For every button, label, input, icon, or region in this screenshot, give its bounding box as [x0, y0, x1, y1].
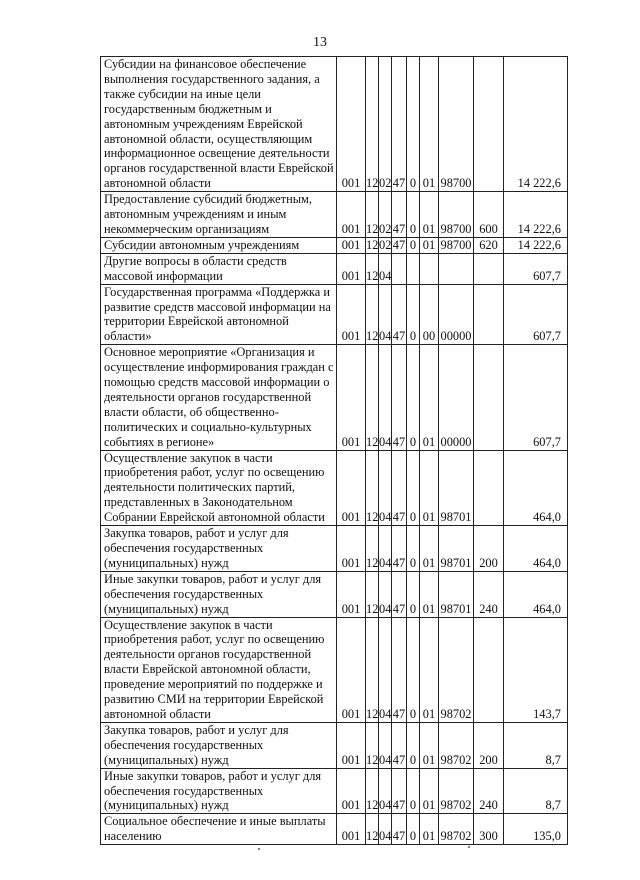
expense-type-code: 200: [474, 722, 504, 768]
direction-code: 98702: [439, 617, 474, 722]
subprogram-code: 0: [407, 450, 420, 526]
event-code: 01: [420, 814, 439, 845]
direction-code: [439, 253, 474, 284]
row-name: Иные закупки товаров, работ и услуг для обеспечения государственных (муниципальных) нужд: [101, 768, 337, 814]
direction-code: 00000: [439, 284, 474, 345]
section-code: 12: [366, 57, 379, 192]
row-name: Субсидии автономным учреждениям: [101, 237, 337, 253]
amount-cell: 14 222,6: [504, 237, 568, 253]
amount-cell: 607,7: [504, 253, 568, 284]
table-row: [101, 722, 568, 768]
amount-cell: 607,7: [504, 284, 568, 345]
ministry-code: 001: [337, 253, 366, 284]
scan-speck: [468, 846, 470, 848]
section-code: 12: [366, 253, 379, 284]
expense-type-code: 620: [474, 237, 504, 253]
event-code: 01: [420, 450, 439, 526]
row-name: Осуществление закупок в части приобретения работ, услуг по освещению деятельности политических партий, представленных в Законодательном Собрании Еврейской автономной области: [101, 450, 337, 526]
table-row: [101, 192, 568, 238]
direction-code: 98700: [439, 192, 474, 238]
section-code: 12: [366, 192, 379, 238]
event-code: 01: [420, 722, 439, 768]
direction-code: 98702: [439, 768, 474, 814]
ministry-code: 001: [337, 571, 366, 617]
section-code: 12: [366, 237, 379, 252]
event-code: 01: [420, 57, 439, 192]
program-code: 47: [392, 617, 407, 722]
section-code: 12: [366, 571, 379, 617]
program-code: 47: [392, 192, 407, 238]
subprogram-code: 0: [407, 617, 420, 722]
direction-code: 98701: [439, 571, 474, 617]
table-row: [101, 253, 568, 284]
table-row: [101, 237, 568, 253]
subprogram-code: 0: [407, 345, 420, 450]
subsection-code: 04: [379, 284, 392, 345]
expense-type-code: [474, 450, 504, 526]
direction-code: 98701: [439, 450, 474, 526]
direction-code: 98700: [439, 57, 474, 192]
section-code: 12: [366, 768, 379, 814]
subprogram-code: 0: [407, 722, 420, 768]
subsection-code: 04: [379, 253, 392, 284]
table-row: [101, 526, 568, 572]
amount-cell: 607,7: [504, 345, 568, 450]
section-code: 12: [366, 284, 379, 345]
amount-cell: 143,7: [504, 617, 568, 722]
row-name: Осуществление закупок в части приобретения работ, услуг по освещению деятельности органов государственной власти Еврейской автономной области, проведение мероприятий по поддержке и развитию СМИ на территории Еврейской автономной области: [101, 617, 337, 722]
ministry-code: 001: [337, 617, 366, 722]
subprogram-code: 0: [407, 814, 420, 845]
table-row: [101, 450, 568, 526]
amount-cell: 14 222,6: [504, 57, 568, 192]
event-code: 01: [420, 526, 439, 572]
program-code: 47: [392, 57, 407, 192]
table-body: [101, 57, 568, 845]
subsection-code: 04: [379, 814, 392, 845]
subsection-code: 02: [379, 57, 392, 192]
amount-cell: 464,0: [504, 571, 568, 617]
row-name: Государственная программа «Поддержка и развитие средств массовой информации на территории Еврейской автономной области»: [101, 284, 337, 345]
ministry-code: 001: [337, 814, 366, 845]
subprogram-code: 0: [407, 526, 420, 572]
row-name: Закупка товаров, работ и услуг для обеспечения государственных (муниципальных) нужд: [101, 722, 337, 768]
event-code: 01: [420, 192, 439, 238]
subsection-code: 04: [379, 345, 392, 450]
event-code: 00: [420, 284, 439, 345]
subsection-code: 04: [379, 768, 392, 814]
program-code: 47: [392, 345, 407, 450]
ministry-code: 001: [337, 345, 366, 450]
amount-cell: 464,0: [504, 450, 568, 526]
subprogram-code: 0: [407, 284, 420, 345]
expense-type-code: [474, 617, 504, 722]
expense-type-code: 300: [474, 814, 504, 845]
expense-type-code: 240: [474, 768, 504, 814]
program-code: 47: [392, 768, 407, 814]
row-name: Закупка товаров, работ и услуг для обеспечения государственных (муниципальных) нужд: [101, 526, 337, 572]
ministry-code: 001: [337, 450, 366, 526]
subsection-code: 04: [379, 617, 392, 722]
row-name: Иные закупки товаров, работ и услуг для обеспечения государственных (муниципальных) нужд: [101, 571, 337, 617]
subprogram-code: 0: [407, 192, 420, 238]
subsection-code: 04: [379, 526, 392, 572]
amount-cell: 8,7: [504, 722, 568, 768]
event-code: [420, 253, 439, 284]
subsection-code: 02: [379, 237, 392, 252]
row-name: Субсидии на финансовое обеспечение выполнения государственного задания, а также субсидии на иные цели государственным бюджетным и автономным учреждениям Еврейской автономной области, осуществляющим информационное освещение деятельности органов государственной власти Еврейской автономной области: [101, 57, 337, 192]
table-row: [101, 814, 568, 845]
ministry-code: 001: [337, 237, 366, 253]
section-code: 12: [366, 814, 379, 845]
program-code: 47: [392, 814, 407, 845]
row-name: Социальное обеспечение и иные выплаты населению: [101, 814, 337, 845]
subprogram-code: [407, 253, 420, 284]
direction-code: 98702: [439, 814, 474, 845]
direction-code: 00000: [439, 345, 474, 450]
row-name: Предоставление субсидий бюджетным, автономным учреждениям и иным некоммерческим организациям: [101, 192, 337, 238]
program-code: 47: [392, 450, 407, 526]
expense-type-code: 200: [474, 526, 504, 572]
expense-type-code: [474, 284, 504, 345]
event-code: 01: [420, 617, 439, 722]
table-row: [101, 345, 568, 450]
event-code: 01: [420, 345, 439, 450]
table-row: [101, 617, 568, 722]
table-row: [101, 284, 568, 345]
event-code: 01: [420, 237, 439, 253]
table-row: [101, 571, 568, 617]
subsection-code: 04: [379, 450, 392, 526]
section-code: 12: [366, 345, 379, 450]
subsection-code: 04: [379, 722, 392, 768]
program-code: 47: [392, 722, 407, 768]
subsection-code: 02: [379, 192, 392, 238]
page-number: 13: [313, 35, 327, 50]
amount-cell: 8,7: [504, 768, 568, 814]
ministry-code: 001: [337, 192, 366, 238]
program-code: 47: [392, 284, 407, 345]
amount-cell: 14 222,6: [504, 192, 568, 238]
ministry-code: 001: [337, 57, 366, 192]
row-name: Основное мероприятие «Организация и осуществление информирования граждан с помощью средств массовой информации о деятельности органов государственной власти области, об общественно-политических и социально-культурных событиях в регионе»: [101, 345, 337, 450]
program-code: 47: [392, 526, 407, 572]
expense-type-code: 600: [474, 192, 504, 238]
section-code: 12: [366, 526, 379, 572]
ministry-code: 001: [337, 284, 366, 345]
subsection-code: 04: [379, 571, 392, 617]
section-code: 12: [366, 722, 379, 768]
scan-speck: [258, 848, 260, 850]
subprogram-code: 0: [407, 57, 420, 192]
subprogram-code: 0: [407, 237, 420, 253]
expense-type-code: 240: [474, 571, 504, 617]
expense-type-code: [474, 57, 504, 192]
direction-code: 98700: [439, 237, 474, 253]
amount-cell: 135,0: [504, 814, 568, 845]
section-code: 12: [366, 450, 379, 526]
program-code: 47: [392, 571, 407, 617]
subprogram-code: 0: [407, 571, 420, 617]
table-row: [101, 768, 568, 814]
program-code: [392, 253, 407, 284]
expense-type-code: [474, 345, 504, 450]
program-code: 47: [392, 237, 406, 252]
section-code: 12: [366, 617, 379, 722]
event-code: 01: [420, 571, 439, 617]
direction-code: 98701: [439, 526, 474, 572]
ministry-code: 001: [337, 722, 366, 768]
expense-type-code: [474, 253, 504, 284]
event-code: 01: [420, 768, 439, 814]
subprogram-code: 0: [407, 768, 420, 814]
direction-code: 98702: [439, 722, 474, 768]
ministry-code: 001: [337, 768, 366, 814]
row-name: Другие вопросы в области средств массовой информации: [101, 253, 337, 284]
budget-table: [100, 56, 568, 845]
ministry-code: 001: [337, 526, 366, 572]
table-row: [101, 57, 568, 192]
amount-cell: 464,0: [504, 526, 568, 572]
